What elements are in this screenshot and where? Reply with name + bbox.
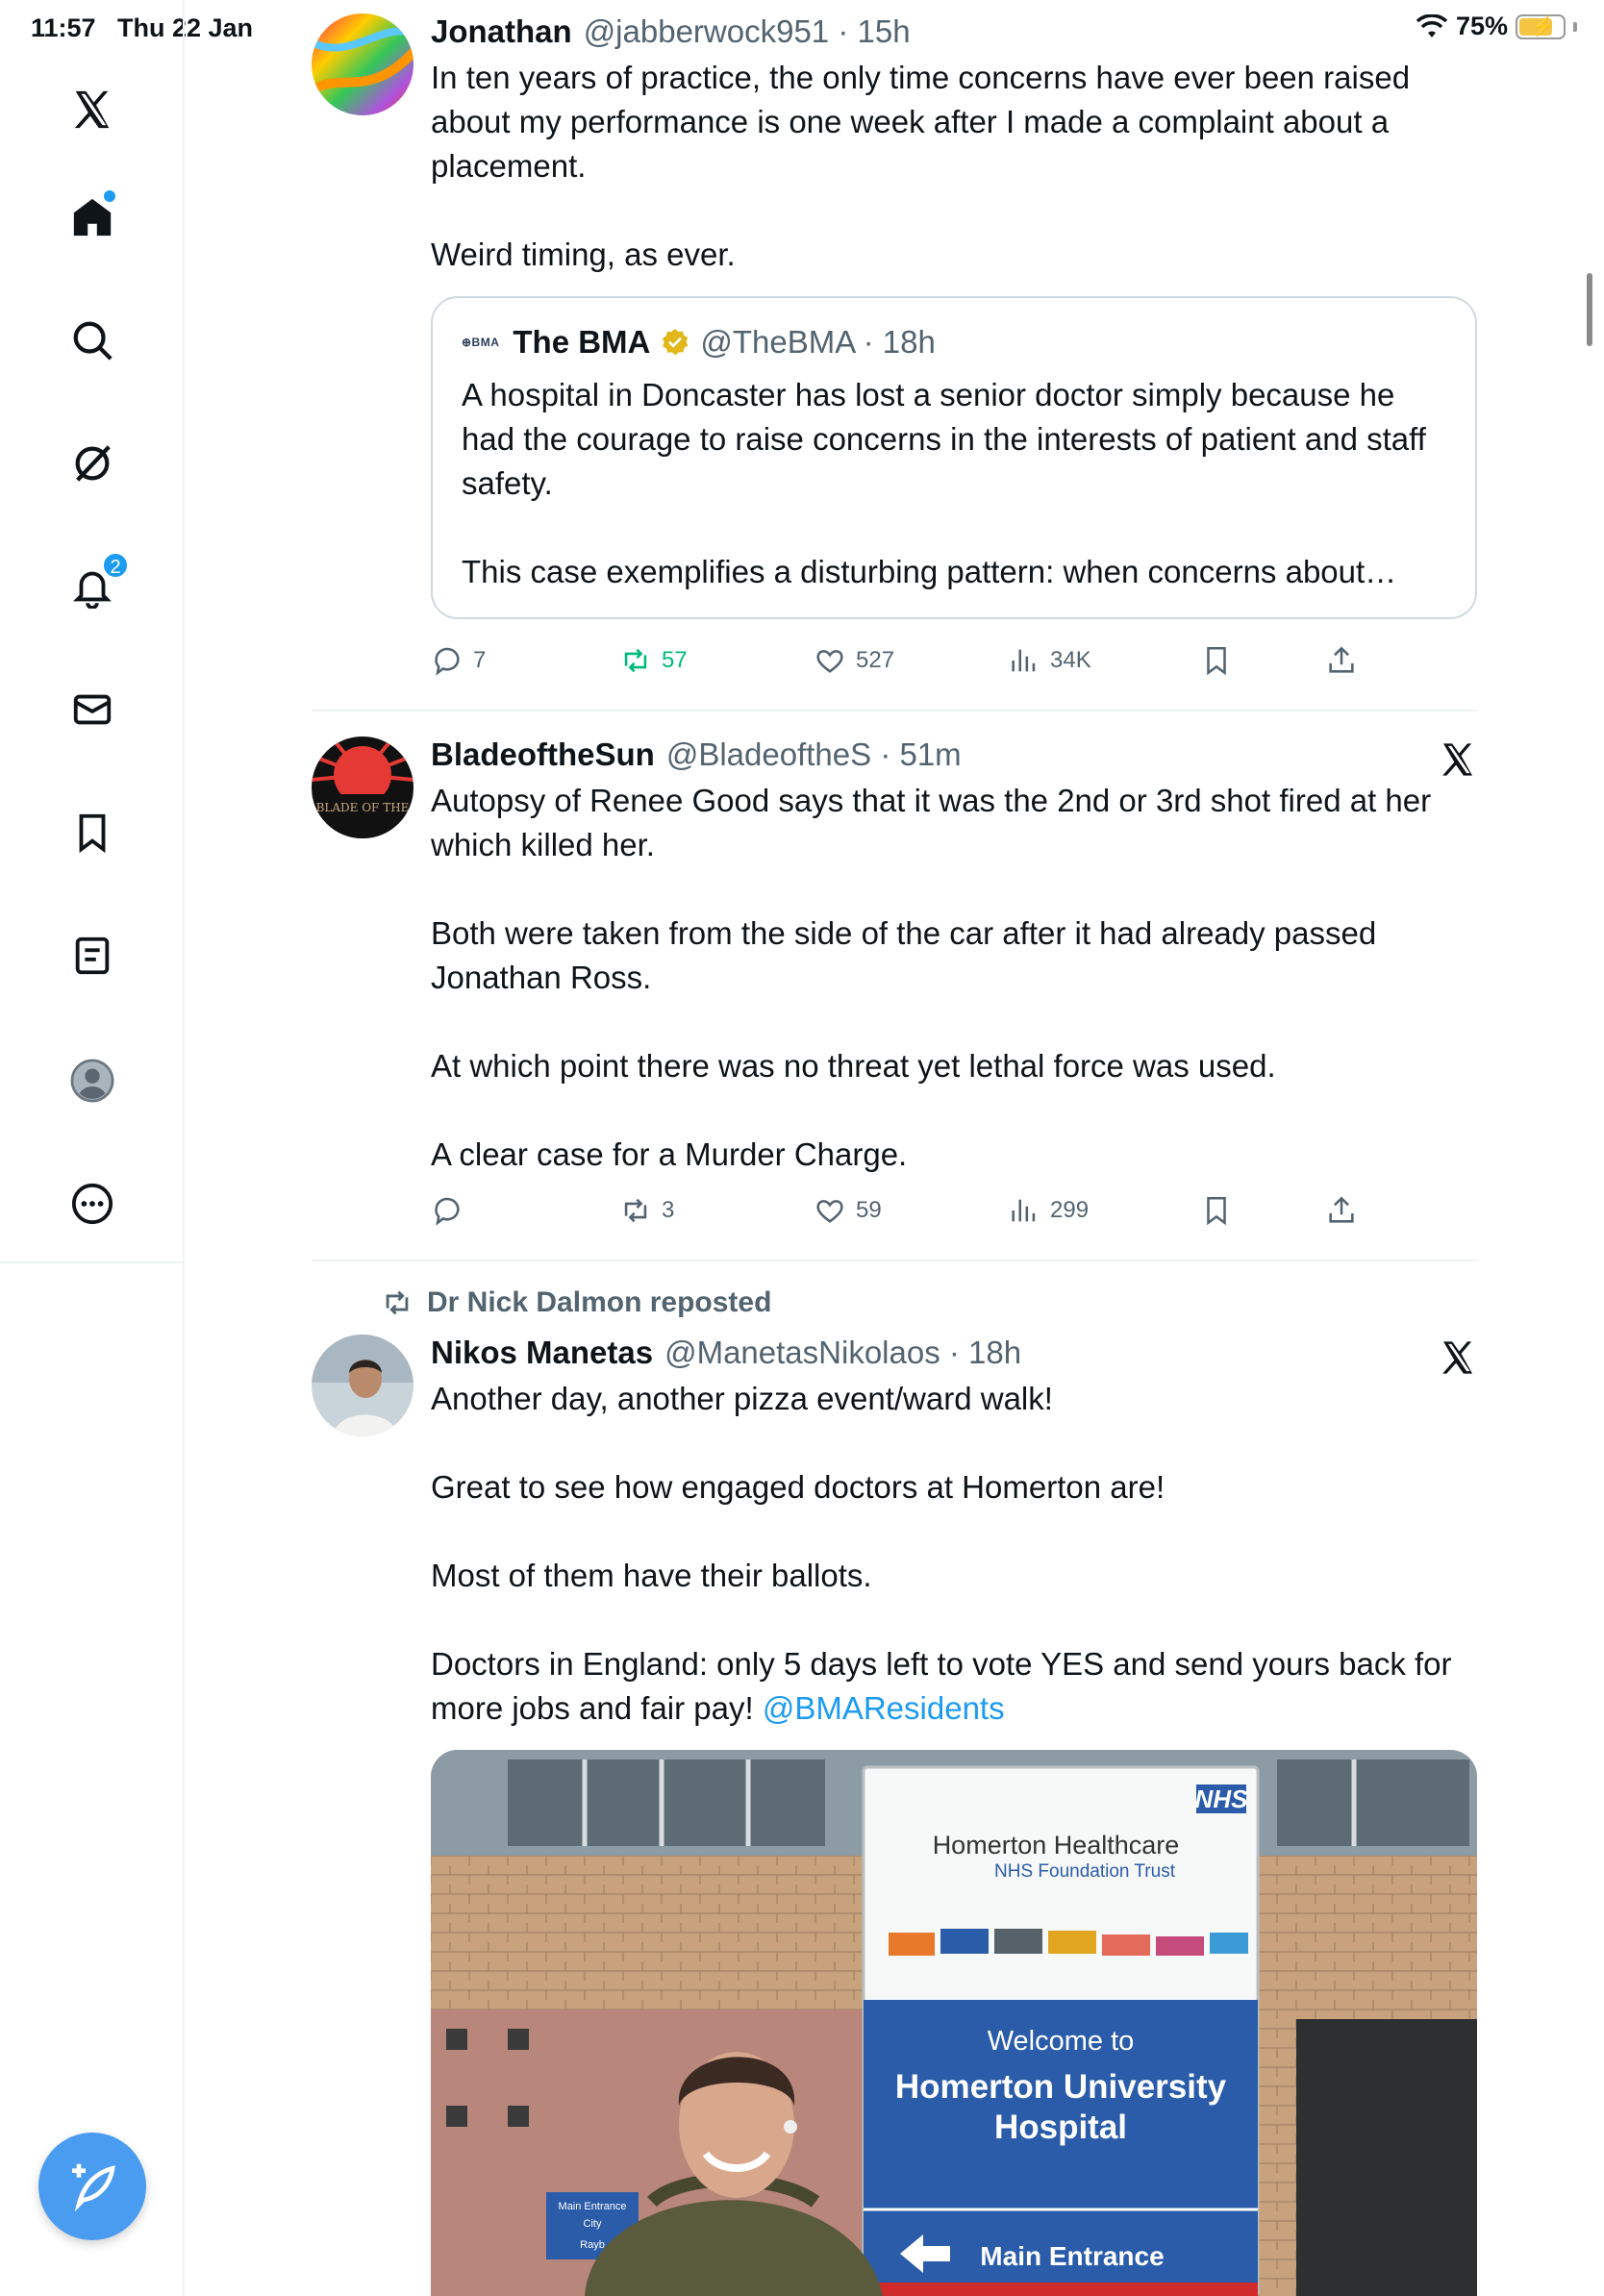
compose-feather-icon xyxy=(65,2159,119,2213)
author-handle-time: @jabberwock951 · 15h xyxy=(583,13,911,49)
search-icon[interactable] xyxy=(63,312,121,369)
bookmark-button[interactable] xyxy=(1200,1194,1233,1227)
small-sign-text-1: Main Entrance xyxy=(558,2201,627,2212)
more-options-icon[interactable] xyxy=(63,1175,121,1233)
author-handle-time: @ManetasNikolaos · 18h xyxy=(664,1335,1022,1370)
scrollbar[interactable] xyxy=(1587,273,1592,346)
views-chart-icon xyxy=(1008,1194,1040,1227)
repost-icon xyxy=(619,1194,652,1227)
author-name[interactable]: Jonathan xyxy=(431,13,572,49)
sign-trust: NHS Foundation Trust xyxy=(994,1861,1175,1882)
x-logo-icon[interactable] xyxy=(63,81,121,138)
grok-icon[interactable] xyxy=(63,435,121,492)
notifications-bell-icon[interactable] xyxy=(63,558,121,615)
views-chart-icon xyxy=(1008,644,1040,677)
repost-button[interactable] xyxy=(619,644,688,677)
small-sign-text-3: Rayb xyxy=(580,2239,605,2251)
home-unread-dot xyxy=(104,190,115,202)
views-button[interactable] xyxy=(1008,644,1091,677)
bookmark-button[interactable] xyxy=(1200,644,1233,677)
repost-context[interactable] xyxy=(381,1286,771,1319)
avatar[interactable] xyxy=(312,736,414,838)
sign-org: Homerton Healthcare xyxy=(932,1831,1180,1859)
reply-icon xyxy=(431,1194,464,1227)
compose-post-button[interactable] xyxy=(38,2133,146,2240)
quoted-author-handle-time: @TheBMA · 18h xyxy=(700,324,936,360)
battery-icon: ⚡ xyxy=(1516,14,1566,39)
heart-icon xyxy=(814,1194,846,1227)
post-divider xyxy=(312,1260,1477,1261)
avatar[interactable] xyxy=(312,1335,414,1436)
like-button[interactable] xyxy=(814,1194,882,1227)
author-name[interactable]: Nikos Manetas xyxy=(431,1335,654,1370)
post-actions xyxy=(431,1194,1373,1240)
bookmark-icon xyxy=(1200,1194,1233,1227)
mention-link[interactable]: @BMAResidents xyxy=(762,1690,1005,1726)
repost-count: 3 xyxy=(662,1197,675,1223)
bma-logo: ⊕BMA xyxy=(462,336,500,349)
share-icon xyxy=(1325,644,1358,677)
reply-count: 7 xyxy=(473,647,487,673)
share-button[interactable] xyxy=(1325,644,1358,677)
views-count: 299 xyxy=(1050,1197,1090,1223)
post-text: Autopsy of Renee Good says that it was the 2nd or 3rd shot fired at her which killed her. Both were taken from the side of the car after it had already passed Jonathan Ross. At which point there was no threat yet lethal force was used. A clear case for a Murder Charge. xyxy=(431,783,1432,1172)
lists-icon[interactable] xyxy=(63,927,121,985)
post-actions xyxy=(431,644,1373,690)
repost-icon xyxy=(619,644,652,677)
quoted-author-name[interactable]: The BMA xyxy=(513,324,651,360)
sign-hospital-line1: Homerton University xyxy=(894,2068,1227,2106)
nhs-logo: NHS xyxy=(1194,1784,1248,1813)
home-icon[interactable] xyxy=(63,188,121,246)
sidebar-divider xyxy=(0,1261,185,1263)
heart-icon xyxy=(814,644,846,677)
post-text: In ten years of practice, the only time concerns have ever been raised about my performance is one week after I made a complaint about a placement. Weird timing, as ever. xyxy=(431,60,1411,272)
post-image[interactable] xyxy=(431,1750,1477,2296)
x-brand-icon xyxy=(1439,1338,1477,1377)
battery-percent: 75% xyxy=(1455,12,1508,40)
author-handle-time: @BladeoftheS · 51m xyxy=(665,736,962,772)
repost-button[interactable] xyxy=(619,1194,674,1227)
small-sign-text-2: City xyxy=(583,2218,602,2230)
profile-avatar-icon[interactable] xyxy=(63,1052,121,1110)
x-brand-icon xyxy=(1439,740,1477,779)
quoted-post-text: A hospital in Doncaster has lost a senior doctor simply because he had the courage to raise concerns in the interests of patient and staff safety. This case exemplifies a disturbing pattern: when concerns about… xyxy=(462,377,1426,589)
sign-hospital-line2: Hospital xyxy=(993,2109,1128,2146)
views-count: 34K xyxy=(1050,647,1091,673)
post-divider xyxy=(312,710,1477,711)
status-date: Thu 22 Jan xyxy=(117,13,254,42)
views-button[interactable] xyxy=(1008,1194,1089,1227)
reply-button[interactable] xyxy=(431,644,486,677)
like-button[interactable] xyxy=(814,644,894,677)
notifications-badge: 2 xyxy=(102,552,129,579)
post-body: Another day, another pizza event/ward walk! Great to see how engaged doctors at Homerton are! Most of them have their ballots. Doctors in England: only 5 days left to vote YES and send yours back for more jobs and fair pay! xyxy=(431,1381,1452,1726)
messages-envelope-icon[interactable] xyxy=(63,681,121,738)
share-icon xyxy=(1325,1194,1358,1227)
avatar-text: BLADE OF THE xyxy=(315,801,410,814)
reply-icon xyxy=(431,644,464,677)
status-time: 11:57 xyxy=(31,13,96,42)
sign-welcome: Welcome to xyxy=(987,2026,1135,2057)
sidebar xyxy=(0,0,185,2296)
author-name[interactable]: BladeoftheSun xyxy=(431,736,655,772)
reply-button[interactable] xyxy=(431,1194,473,1227)
post-text xyxy=(431,1377,1477,1731)
like-count: 59 xyxy=(856,1197,882,1223)
sign-entrance: Main Entrance xyxy=(980,2241,1165,2271)
repost-count: 57 xyxy=(662,647,688,673)
quoted-post[interactable] xyxy=(431,296,1477,619)
like-count: 527 xyxy=(856,647,895,673)
bookmarks-icon[interactable] xyxy=(63,804,121,861)
avatar[interactable] xyxy=(312,13,414,115)
share-button[interactable] xyxy=(1325,1194,1358,1227)
repost-context-label: Dr Nick Dalmon reposted xyxy=(427,1286,772,1318)
repost-icon xyxy=(381,1286,414,1319)
bookmark-icon xyxy=(1200,644,1233,677)
verified-badge-icon xyxy=(660,327,690,358)
